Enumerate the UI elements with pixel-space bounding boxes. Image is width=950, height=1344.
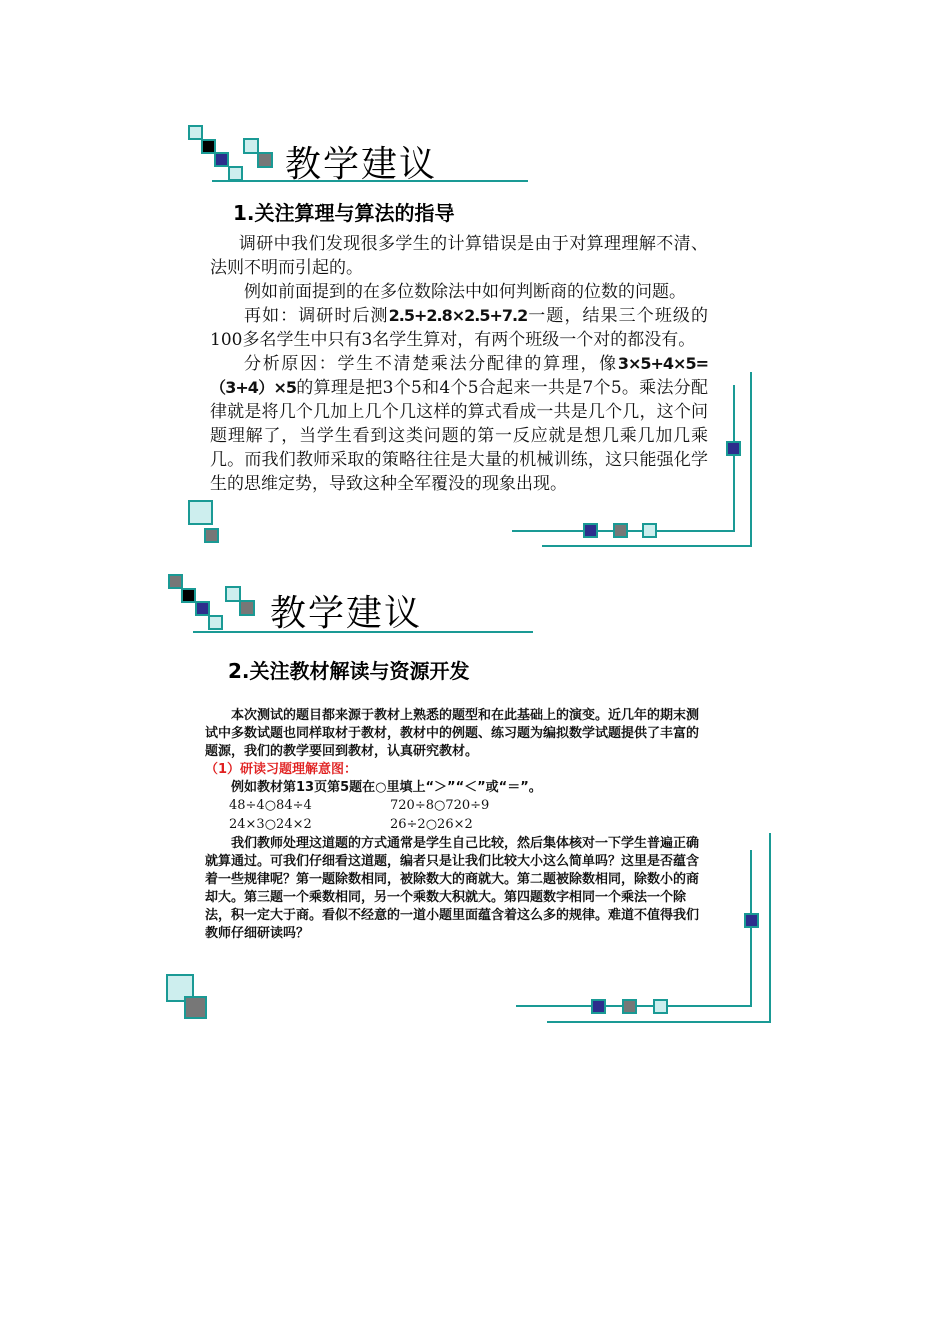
section1-p4-post: 的算理是把3个5和4个5合起来一共是7个5。乘法分配律就是将几个几加上几个几这样的算式看成一共是几个几，这个问题理解了，当学生看到这类问题的第一反应就是想几乘几加几乘几。而我们教师采取的策略往往是大量的机械训练，这只能强化学生的思维定势，导致这种全军覆没的现象出现。: [210, 378, 708, 494]
section1-paragraph-2: 例如前面提到的在多位数除法中如何判断商的位数的问题。: [244, 282, 686, 302]
section1-p3-post: 一题，结果三个班级的100多名学生中只有3名学生算对，有两个班级一个对的都没有。: [210, 306, 708, 350]
exercise-2a: 24×3○24×2: [229, 817, 312, 832]
section2-red-heading: （1）研读习题理解意图：: [205, 762, 358, 777]
section2-example-intro: 例如教材第13页第5题在○里填上“＞”“＜”或“＝”。: [231, 780, 542, 795]
section1-p3-math: 2.5+2.8×2.5+7.2: [388, 306, 528, 325]
exercise-1b: 720÷8○720÷9: [390, 798, 490, 813]
section2-body-intro: [205, 707, 705, 797]
section1-subtitle: 1.关注算理与算法的指导: [233, 201, 455, 225]
section1-p3-pre: 再如：调研时后测: [244, 306, 389, 326]
section1-body: [210, 232, 708, 496]
section1-paragraph-1: 调研中我们发现很多学生的计算错误是由于对算理理解不清、法则不明而引起的。: [210, 234, 708, 278]
section2-paragraph-1: 本次测试的题目都来源于教材上熟悉的题型和在此基础上的演变。近几年的期末测试中多数试题也同样取材于教材，教材中的例题、练习题为编拟数学试题提供了丰富的题源，我们的教学要回到教材，认真研究教材。: [205, 708, 700, 759]
section1-heading: 教学建议: [285, 144, 438, 185]
section2-subtitle: 2.关注教材解读与资源开发: [228, 659, 470, 683]
section2-body-analysis: [205, 835, 705, 943]
exercise-1a: 48÷4○84÷4: [229, 798, 312, 813]
section1-paragraph-3: [210, 304, 708, 352]
exercise-2b: 26÷2○26×2: [390, 817, 473, 832]
section2-paragraph-2: 我们教师处理这道题的方式通常是学生自己比较，然后集体核对一下学生普遍正确就算通过。可我们仔细看这道题，编者只是让我们比较大小这么简单吗？这里是否蕴含着一些规律呢？第一题除数相同，被除数大的商就大。第二题被除数相同，除数小的商却大。第三题一个乘数相同，另一个乘数大积就大。第四题数字相同一个乘法一个除法，积一定大于商。看似不经意的一道小题里面蕴含着这么多的规律。难道不值得我们教师仔细研读吗？: [205, 836, 700, 941]
section2-heading: 教学建议: [270, 593, 423, 634]
section1-p4-pre: 分析原因：学生不清楚乘法分配律的算理，像: [244, 354, 618, 374]
section1-p4-math: 3×5+4×5=（3+4）×5: [210, 354, 708, 397]
section1-paragraph-4: [210, 352, 708, 496]
